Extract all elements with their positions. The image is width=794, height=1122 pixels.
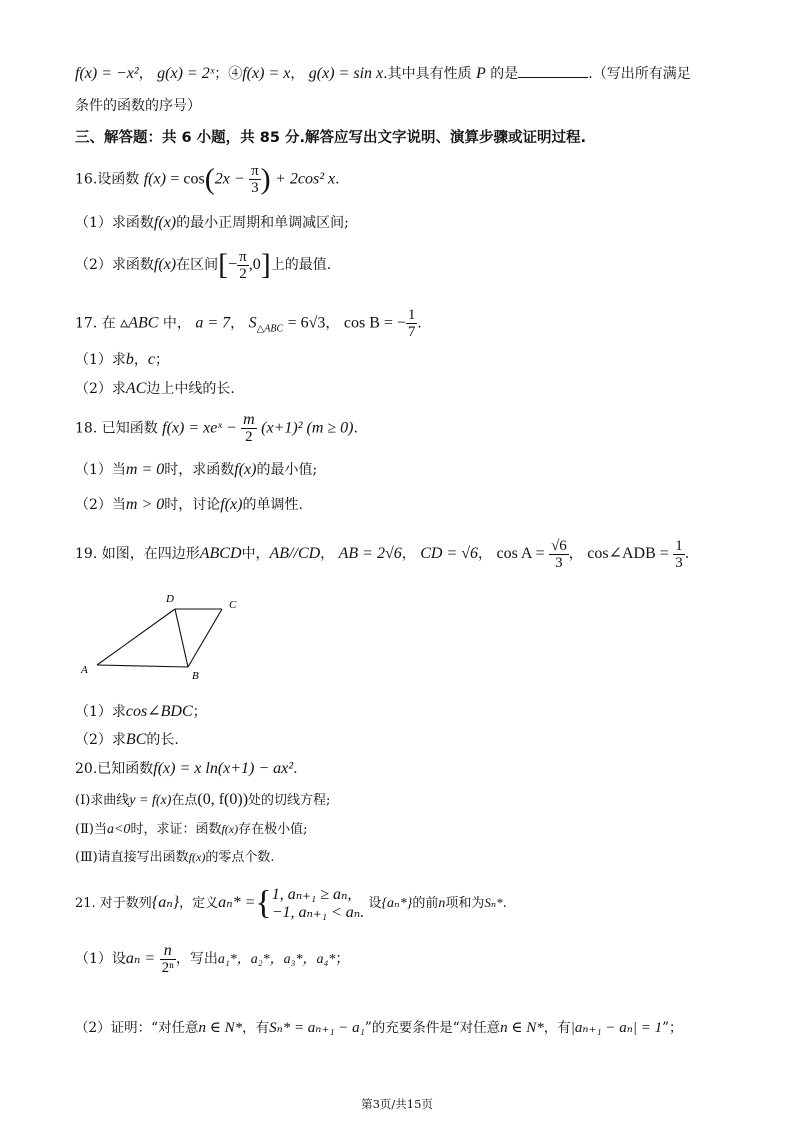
q21-front: 的前 bbox=[412, 896, 439, 911]
q21-p2-abs: |aₙ₊₁ − aₙ| = 1 bbox=[570, 1020, 663, 1036]
q20-part2 bbox=[75, 818, 308, 841]
q15-line2 bbox=[75, 95, 201, 117]
section-heading-text: 三、解答题：共 6 小题，共 85 分.解答应写出文字说明、演算步骤或证明过程. bbox=[75, 130, 586, 146]
q20-p3-b: f(x) bbox=[188, 850, 206, 864]
q17-s-eq: = 6√3 bbox=[287, 314, 326, 332]
q21-case2: −1, aₙ₊₁ < aₙ. bbox=[271, 903, 365, 921]
q20-p3-c: 的零点个数. bbox=[205, 850, 275, 865]
label-a: A bbox=[81, 664, 88, 676]
q15-text: .其中具有性质 bbox=[383, 66, 472, 82]
q18-tail: (x+1)² (m ≥ 0) bbox=[261, 419, 354, 437]
q19-ab: AB = 2√6 bbox=[338, 545, 402, 562]
q20-fx: f(x) = x ln(x+1) − ax² bbox=[153, 760, 294, 777]
q17-part2 bbox=[75, 378, 235, 400]
q20-stem bbox=[75, 758, 298, 780]
q21-p2-b: ，有 bbox=[242, 1020, 270, 1036]
page-number: 第3页/共15页 bbox=[361, 1097, 433, 1111]
q20-p2-c: 时，求证：函数 bbox=[130, 822, 222, 837]
q20-p2-b: a<0 bbox=[106, 822, 131, 837]
q19-parallel: AB//CD bbox=[269, 545, 321, 562]
q18-part2 bbox=[75, 494, 303, 516]
q17-p2-c: 边上中线的长. bbox=[146, 381, 235, 397]
q21-n: n bbox=[438, 896, 446, 911]
q19-frac1 bbox=[549, 538, 569, 571]
q20-p1-a: (Ⅰ)求曲线 bbox=[75, 793, 130, 808]
q18-p1-b: 时，求函数 bbox=[164, 462, 235, 478]
q15-func-f2: f(x) = x bbox=[242, 65, 291, 82]
q21-p1-an: aₙ = bbox=[125, 950, 156, 967]
q21-part2 bbox=[75, 1017, 682, 1039]
q15-text3: .（写出所有满足 bbox=[588, 66, 691, 82]
q18-p2-m: m > 0 bbox=[125, 496, 165, 513]
q21-p1-b: ，写出 bbox=[175, 951, 218, 967]
q20-prefix: 20.已知函数 bbox=[75, 761, 154, 777]
q21-part1 bbox=[75, 942, 349, 977]
q15-text4: 条件的函数的序号） bbox=[75, 98, 201, 114]
q18-part1 bbox=[75, 459, 317, 481]
q21-p2-a: （2）证明：“对任意 bbox=[75, 1020, 199, 1036]
q18-frac bbox=[241, 412, 257, 445]
q21-ansset: {aₙ*} bbox=[381, 896, 413, 911]
brace-left: { bbox=[255, 884, 272, 922]
q21-sn: Sₙ* bbox=[484, 895, 503, 910]
q21-p1-n: n bbox=[160, 943, 176, 960]
q21-ans: aₙ* = bbox=[218, 894, 256, 911]
q20-part3 bbox=[75, 846, 274, 869]
q18-p2-b: 时，讨论 bbox=[164, 497, 221, 513]
q20-p2-d: f(x) bbox=[221, 822, 239, 836]
q16-three: 3 bbox=[251, 180, 259, 196]
q19-mid: 中， bbox=[241, 546, 270, 562]
q21-cases bbox=[272, 886, 365, 922]
q16-zero: ,0 bbox=[248, 256, 261, 273]
q18-p1-f: f(x) bbox=[234, 461, 257, 478]
q21-def: ，定义 bbox=[179, 896, 219, 911]
q19-part2 bbox=[75, 729, 179, 751]
q21-an: {aₙ} bbox=[151, 894, 180, 911]
q15-func-g2: g(x) = sin x bbox=[308, 65, 384, 82]
q16-p1-f: f(x) bbox=[153, 214, 177, 231]
q17-p1-c: ， bbox=[133, 352, 148, 368]
q20-part1 bbox=[75, 789, 330, 812]
q16-p2-a: （2）求函数 bbox=[75, 257, 154, 273]
q21-frac bbox=[160, 943, 176, 976]
q18-two: 2 bbox=[245, 429, 253, 445]
q18-fx: f(x) = xeˣ − bbox=[162, 419, 237, 437]
q18-p2-f: f(x) bbox=[220, 496, 243, 513]
q19-p1-c: ； bbox=[192, 704, 207, 720]
q18-p2-c: 的单调性. bbox=[242, 497, 303, 513]
q18-p1-c: 的最小值; bbox=[256, 462, 318, 478]
q17-s: S bbox=[248, 314, 257, 332]
q16-tail: + 2cos² x bbox=[275, 170, 336, 188]
label-d: D bbox=[166, 593, 174, 605]
q20-p2-a: (Ⅱ)当 bbox=[75, 822, 107, 837]
q19-p2-a: （2）求 bbox=[75, 732, 126, 748]
q19-frac2 bbox=[673, 538, 685, 571]
quadrilateral-figure bbox=[75, 588, 245, 683]
q16-end: . bbox=[335, 171, 340, 188]
q18-end: . bbox=[353, 420, 358, 437]
paren-right: ) bbox=[260, 162, 271, 196]
q20-p1-c: 在点 bbox=[171, 793, 198, 808]
edge-ad bbox=[97, 609, 175, 665]
q21-p2-s: Sₙ* = aₙ₊₁ − a₁ bbox=[269, 1020, 365, 1036]
q20-p1-d: (0, f(0)) bbox=[197, 791, 249, 808]
q15-property-p: P bbox=[476, 65, 486, 82]
q16-part2 bbox=[75, 248, 331, 282]
q17-prefix: 17. 在 bbox=[75, 315, 116, 332]
q19-three: 3 bbox=[555, 554, 563, 571]
label-b: B bbox=[192, 670, 199, 682]
edge-cb bbox=[188, 609, 222, 667]
edge-db bbox=[175, 609, 188, 667]
q16-p2-f: f(x) bbox=[153, 256, 177, 273]
q17-s-sub: △ABC bbox=[256, 323, 284, 335]
q16-stem bbox=[75, 163, 340, 196]
q21-p2-n: n ∈ N* bbox=[198, 1020, 243, 1036]
q18-p1-m: m = 0 bbox=[125, 461, 165, 478]
q16-eq: = cos bbox=[170, 170, 205, 188]
q17-cos: cos B = − bbox=[343, 314, 406, 332]
q21-stem bbox=[75, 883, 507, 924]
q16-p1-b: 的最小正周期和单调减区间; bbox=[176, 215, 349, 231]
q19-prefix: 19. 如图，在四边形 bbox=[75, 546, 200, 562]
q16-pi-over-2 bbox=[237, 249, 249, 282]
q18-p1-a: （1）当 bbox=[75, 462, 126, 478]
q15-text2: 的是 bbox=[490, 66, 519, 82]
q16-p2-c: 上的最值. bbox=[270, 257, 332, 273]
q18-p2-a: （2）当 bbox=[75, 497, 126, 513]
q21-p2-n2: n ∈ N* bbox=[500, 1020, 544, 1036]
q20-p2-e: 存在极小值; bbox=[238, 822, 308, 837]
q20-p1-e: 处的切线方程; bbox=[248, 793, 331, 808]
label-c: C bbox=[229, 599, 237, 611]
q21-p1-c: ； bbox=[335, 951, 350, 967]
q21-sum: 项和为 bbox=[445, 896, 485, 911]
q19-p2-c: 的长. bbox=[146, 732, 179, 748]
q17-part1 bbox=[75, 349, 169, 371]
q16-part1 bbox=[75, 212, 349, 234]
q17-triangle: ▵ABC bbox=[120, 314, 159, 332]
q19-part1 bbox=[75, 701, 207, 723]
q19-cd: CD = √6 bbox=[420, 545, 479, 562]
q16-arg: 2x − bbox=[214, 170, 245, 188]
q21-case1: 1, aₙ₊₁ ≥ aₙ, bbox=[271, 885, 352, 903]
q19-abcd: ABCD bbox=[199, 545, 242, 562]
q21-p2-e: ”； bbox=[662, 1020, 683, 1036]
q15-func-g1: g(x) = 2ˣ bbox=[157, 65, 215, 82]
page-footer bbox=[0, 1096, 794, 1112]
q21-p1-list: a₁*，a₂*，a₃*，a₄* bbox=[217, 952, 336, 967]
q16-p1-a: （1）求函数 bbox=[75, 215, 154, 231]
q16-fx: f(x) bbox=[143, 170, 166, 188]
q17-seven: 7 bbox=[407, 324, 416, 340]
q15-circled-4: ④ bbox=[228, 66, 243, 82]
paren-left: ( bbox=[204, 162, 215, 196]
q16-p2-b: 在区间 bbox=[176, 257, 219, 273]
q21-p1-2n: 2ⁿ bbox=[161, 959, 174, 976]
q16-two: 2 bbox=[239, 265, 247, 282]
q19-sqrt6: √6 bbox=[551, 537, 567, 554]
q17-frac bbox=[406, 307, 418, 340]
q18-stem bbox=[75, 412, 358, 445]
q17-p2-b: AC bbox=[125, 380, 147, 397]
q21-p1-a: （1）设 bbox=[75, 951, 126, 967]
q17-p1-b: b bbox=[125, 351, 134, 368]
q19-p1-b: cos∠BDC bbox=[125, 703, 193, 720]
q18-prefix: 18. 已知函数 bbox=[75, 420, 158, 437]
q21-p2-c: ”的充要条件是“对任意 bbox=[364, 1020, 501, 1036]
q17-p1-e: ； bbox=[155, 352, 170, 368]
q19-cosadb: cos∠ADB = bbox=[587, 545, 669, 562]
q21-prefix: 21. 对于数列 bbox=[75, 896, 152, 911]
q17-p1-d: c bbox=[147, 351, 156, 368]
q19-one: 1 bbox=[675, 537, 683, 554]
q17-mid: 中， bbox=[162, 315, 191, 332]
q15-func-f1: f(x) = −x² bbox=[75, 65, 139, 82]
q20-p1-b: y = f(x) bbox=[129, 793, 172, 808]
q19-stem: 19. 如图，在四边形ABCD中，AB//CD， AB = 2√6， CD = √6， cos A = $\frac{√6}{3}$ ， cos∠ADB = $\frac{1}{3}$ . bbox=[75, 537, 690, 571]
answer-blank[interactable] bbox=[518, 63, 588, 78]
q19-p2-b: BC bbox=[125, 731, 147, 748]
q17-p2-a: （2）求 bbox=[75, 381, 126, 397]
q17-one: 1 bbox=[407, 307, 416, 323]
q16-minus: − bbox=[228, 256, 238, 273]
q16-pi-over-3 bbox=[249, 163, 261, 196]
bracket-left: [ bbox=[218, 248, 229, 281]
q20-end: . bbox=[293, 761, 298, 777]
q16-prefix: 16.设函数 bbox=[75, 171, 140, 188]
q16-pi2: π bbox=[239, 248, 247, 265]
q16-pi: π bbox=[251, 163, 259, 179]
q19-three2: 3 bbox=[675, 554, 683, 571]
q21-let: 设 bbox=[368, 896, 382, 911]
q19-cosa: cos A = bbox=[496, 545, 545, 562]
q19-p1-a: （1）求 bbox=[75, 704, 126, 720]
q19-end: . bbox=[684, 546, 690, 562]
edge-ab bbox=[97, 665, 188, 667]
q15-line1: f(x) = −x²， g(x) = 2ˣ；④f(x) = x， g(x) = sin x.其中具有性质 P 的是 .（写出所有满足 bbox=[75, 65, 691, 82]
q17-a: a = 7 bbox=[195, 314, 231, 332]
q17-end: . bbox=[417, 315, 422, 332]
q21-p2-d: ，有 bbox=[543, 1020, 571, 1036]
section-heading bbox=[75, 127, 586, 149]
q17-p1-a: （1）求 bbox=[75, 352, 126, 368]
q21-end: . bbox=[502, 896, 507, 911]
q17-stem: 17. 在 ▵ABC 中， a = 7， $S_{\triangle ABC} = 6√3$， cos B = − $\frac{1}{7}$ . bbox=[75, 307, 422, 340]
q18-m: m bbox=[243, 411, 255, 428]
q20-p3-a: (Ⅲ)请直接写出函数 bbox=[75, 850, 189, 865]
bracket-right: ] bbox=[260, 248, 271, 281]
